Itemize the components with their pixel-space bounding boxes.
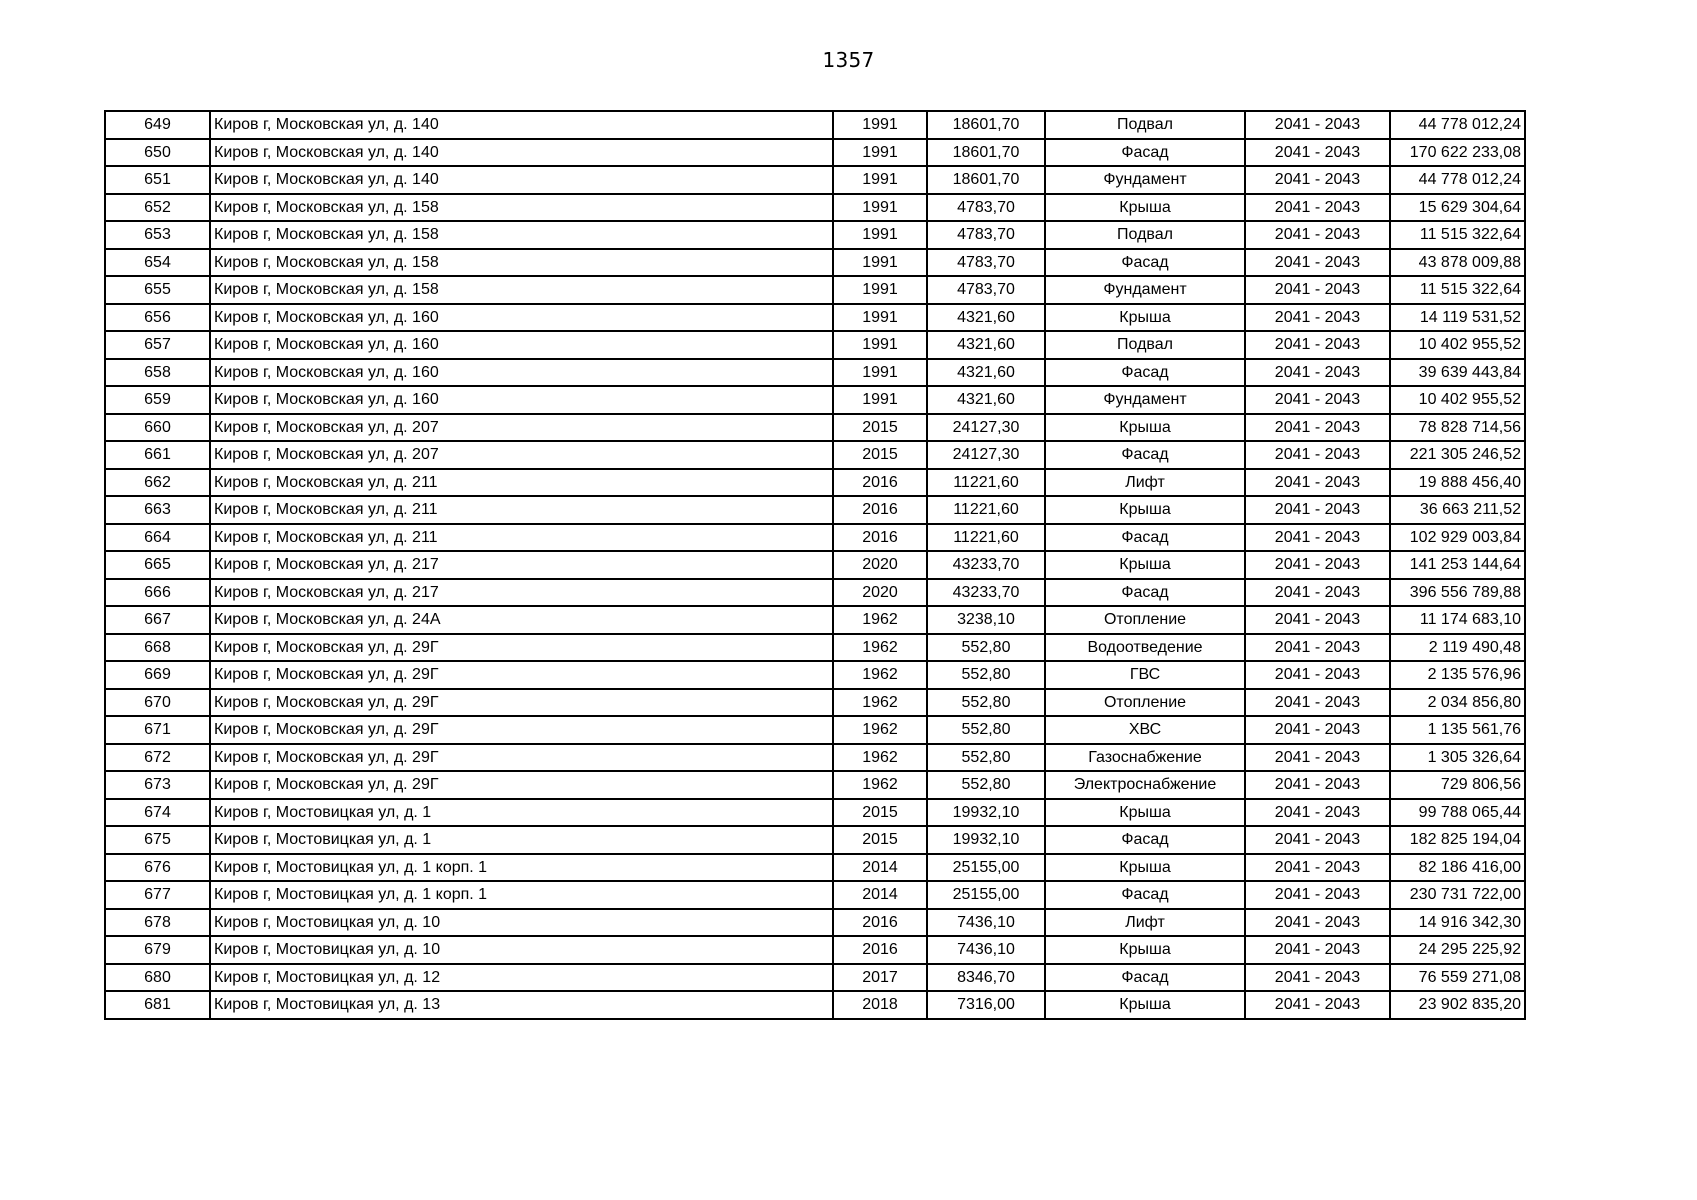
work-type-cell: Отопление	[1045, 606, 1245, 634]
area-cell: 25155,00	[927, 881, 1045, 909]
year-built-cell: 1962	[833, 744, 927, 772]
period-cell: 2041 - 2043	[1245, 221, 1390, 249]
table-row	[105, 496, 1525, 524]
table-row	[105, 359, 1525, 387]
table-row	[105, 551, 1525, 579]
cost-cell: 2 034 856,80	[1390, 689, 1525, 717]
work-type-cell: Фасад	[1045, 249, 1245, 277]
address-cell: Киров г, Московская ул, д. 29Г	[210, 634, 833, 662]
row-number-cell: 654	[105, 249, 210, 277]
cost-cell: 99 788 065,44	[1390, 799, 1525, 827]
period-cell: 2041 - 2043	[1245, 249, 1390, 277]
area-cell: 19932,10	[927, 826, 1045, 854]
row-number-cell: 669	[105, 661, 210, 689]
period-cell: 2041 - 2043	[1245, 331, 1390, 359]
year-built-cell: 2015	[833, 826, 927, 854]
period-cell: 2041 - 2043	[1245, 661, 1390, 689]
year-built-cell: 2015	[833, 441, 927, 469]
table-row	[105, 909, 1525, 937]
work-type-cell: Фасад	[1045, 441, 1245, 469]
work-type-cell: Отопление	[1045, 689, 1245, 717]
period-cell: 2041 - 2043	[1245, 744, 1390, 772]
period-cell: 2041 - 2043	[1245, 111, 1390, 139]
area-cell: 552,80	[927, 771, 1045, 799]
area-cell: 19932,10	[927, 799, 1045, 827]
cost-cell: 14 916 342,30	[1390, 909, 1525, 937]
work-type-cell: Крыша	[1045, 854, 1245, 882]
area-cell: 7436,10	[927, 936, 1045, 964]
work-type-cell: Фасад	[1045, 881, 1245, 909]
area-cell: 552,80	[927, 661, 1045, 689]
year-built-cell: 2015	[833, 414, 927, 442]
row-number-cell: 660	[105, 414, 210, 442]
area-cell: 4783,70	[927, 249, 1045, 277]
period-cell: 2041 - 2043	[1245, 579, 1390, 607]
work-type-cell: Крыша	[1045, 194, 1245, 222]
row-number-cell: 672	[105, 744, 210, 772]
cost-cell: 44 778 012,24	[1390, 111, 1525, 139]
address-cell: Киров г, Мостовицкая ул, д. 10	[210, 936, 833, 964]
row-number-cell: 661	[105, 441, 210, 469]
cost-cell: 11 515 322,64	[1390, 276, 1525, 304]
row-number-cell: 652	[105, 194, 210, 222]
year-built-cell: 2016	[833, 936, 927, 964]
cost-cell: 15 629 304,64	[1390, 194, 1525, 222]
area-cell: 24127,30	[927, 441, 1045, 469]
cost-cell: 141 253 144,64	[1390, 551, 1525, 579]
work-type-cell: Подвал	[1045, 111, 1245, 139]
work-type-cell: Фундамент	[1045, 276, 1245, 304]
table-row	[105, 991, 1525, 1019]
area-cell: 4321,60	[927, 331, 1045, 359]
year-built-cell: 2014	[833, 881, 927, 909]
cost-cell: 78 828 714,56	[1390, 414, 1525, 442]
row-number-cell: 662	[105, 469, 210, 497]
row-number-cell: 671	[105, 716, 210, 744]
table-row	[105, 634, 1525, 662]
year-built-cell: 1991	[833, 249, 927, 277]
row-number-cell: 657	[105, 331, 210, 359]
year-built-cell: 2016	[833, 524, 927, 552]
row-number-cell: 655	[105, 276, 210, 304]
cost-cell: 170 622 233,08	[1390, 139, 1525, 167]
cost-cell: 39 639 443,84	[1390, 359, 1525, 387]
work-type-cell: Крыша	[1045, 799, 1245, 827]
address-cell: Киров г, Московская ул, д. 158	[210, 221, 833, 249]
area-cell: 4321,60	[927, 386, 1045, 414]
table-row	[105, 799, 1525, 827]
period-cell: 2041 - 2043	[1245, 304, 1390, 332]
cost-cell: 44 778 012,24	[1390, 166, 1525, 194]
row-number-cell: 653	[105, 221, 210, 249]
table-row	[105, 194, 1525, 222]
table-row	[105, 579, 1525, 607]
period-cell: 2041 - 2043	[1245, 551, 1390, 579]
work-type-cell: Фасад	[1045, 579, 1245, 607]
work-type-cell: Крыша	[1045, 496, 1245, 524]
work-type-cell: Водоотведение	[1045, 634, 1245, 662]
table-row	[105, 936, 1525, 964]
cost-cell: 14 119 531,52	[1390, 304, 1525, 332]
year-built-cell: 2014	[833, 854, 927, 882]
area-cell: 552,80	[927, 634, 1045, 662]
year-built-cell: 1962	[833, 661, 927, 689]
page-number: 1357	[822, 48, 875, 72]
row-number-cell: 667	[105, 606, 210, 634]
period-cell: 2041 - 2043	[1245, 716, 1390, 744]
period-cell: 2041 - 2043	[1245, 826, 1390, 854]
area-cell: 11221,60	[927, 469, 1045, 497]
address-cell: Киров г, Московская ул, д. 207	[210, 414, 833, 442]
address-cell: Киров г, Московская ул, д. 211	[210, 496, 833, 524]
address-cell: Киров г, Московская ул, д. 211	[210, 469, 833, 497]
row-number-cell: 659	[105, 386, 210, 414]
cost-cell: 230 731 722,00	[1390, 881, 1525, 909]
work-type-cell: Крыша	[1045, 414, 1245, 442]
period-cell: 2041 - 2043	[1245, 606, 1390, 634]
area-cell: 7316,00	[927, 991, 1045, 1019]
area-cell: 4321,60	[927, 304, 1045, 332]
address-cell: Киров г, Московская ул, д. 140	[210, 166, 833, 194]
year-built-cell: 2020	[833, 579, 927, 607]
period-cell: 2041 - 2043	[1245, 854, 1390, 882]
row-number-cell: 663	[105, 496, 210, 524]
area-cell: 24127,30	[927, 414, 1045, 442]
row-number-cell: 670	[105, 689, 210, 717]
year-built-cell: 2016	[833, 469, 927, 497]
cost-cell: 76 559 271,08	[1390, 964, 1525, 992]
year-built-cell: 1991	[833, 304, 927, 332]
address-cell: Киров г, Московская ул, д. 29Г	[210, 771, 833, 799]
period-cell: 2041 - 2043	[1245, 441, 1390, 469]
cost-cell: 396 556 789,88	[1390, 579, 1525, 607]
work-type-cell: Электроснабжение	[1045, 771, 1245, 799]
work-type-cell: Фасад	[1045, 964, 1245, 992]
work-type-cell: ГВС	[1045, 661, 1245, 689]
row-number-cell: 668	[105, 634, 210, 662]
address-cell: Киров г, Московская ул, д. 140	[210, 139, 833, 167]
row-number-cell: 680	[105, 964, 210, 992]
cost-cell: 1 305 326,64	[1390, 744, 1525, 772]
address-cell: Киров г, Московская ул, д. 160	[210, 386, 833, 414]
year-built-cell: 1962	[833, 689, 927, 717]
area-cell: 18601,70	[927, 111, 1045, 139]
period-cell: 2041 - 2043	[1245, 194, 1390, 222]
row-number-cell: 677	[105, 881, 210, 909]
table-row	[105, 111, 1525, 139]
row-number-cell: 666	[105, 579, 210, 607]
period-cell: 2041 - 2043	[1245, 689, 1390, 717]
table-row	[105, 661, 1525, 689]
address-cell: Киров г, Московская ул, д. 160	[210, 359, 833, 387]
address-cell: Киров г, Московская ул, д. 140	[210, 111, 833, 139]
cost-cell: 43 878 009,88	[1390, 249, 1525, 277]
table-row	[105, 221, 1525, 249]
address-cell: Киров г, Московская ул, д. 29Г	[210, 689, 833, 717]
work-type-cell: Фундамент	[1045, 166, 1245, 194]
registry-table	[104, 110, 1526, 1020]
year-built-cell: 1991	[833, 166, 927, 194]
cost-cell: 19 888 456,40	[1390, 469, 1525, 497]
table-row	[105, 716, 1525, 744]
cost-cell: 1 135 561,76	[1390, 716, 1525, 744]
year-built-cell: 1962	[833, 716, 927, 744]
table-row	[105, 771, 1525, 799]
address-cell: Киров г, Мостовицкая ул, д. 10	[210, 909, 833, 937]
row-number-cell: 650	[105, 139, 210, 167]
work-type-cell: Крыша	[1045, 304, 1245, 332]
work-type-cell: Фасад	[1045, 139, 1245, 167]
period-cell: 2041 - 2043	[1245, 276, 1390, 304]
work-type-cell: Крыша	[1045, 991, 1245, 1019]
year-built-cell: 2018	[833, 991, 927, 1019]
address-cell: Киров г, Московская ул, д. 160	[210, 331, 833, 359]
cost-cell: 24 295 225,92	[1390, 936, 1525, 964]
work-type-cell: Фундамент	[1045, 386, 1245, 414]
table-body	[105, 111, 1525, 1019]
row-number-cell: 675	[105, 826, 210, 854]
table-row	[105, 469, 1525, 497]
period-cell: 2041 - 2043	[1245, 634, 1390, 662]
table-row	[105, 276, 1525, 304]
address-cell: Киров г, Московская ул, д. 29Г	[210, 716, 833, 744]
year-built-cell: 1991	[833, 386, 927, 414]
row-number-cell: 681	[105, 991, 210, 1019]
table-row	[105, 881, 1525, 909]
period-cell: 2041 - 2043	[1245, 386, 1390, 414]
work-type-cell: Подвал	[1045, 331, 1245, 359]
year-built-cell: 1991	[833, 331, 927, 359]
year-built-cell: 2020	[833, 551, 927, 579]
cost-cell: 2 135 576,96	[1390, 661, 1525, 689]
cost-cell: 82 186 416,00	[1390, 854, 1525, 882]
address-cell: Киров г, Московская ул, д. 158	[210, 249, 833, 277]
address-cell: Киров г, Московская ул, д. 211	[210, 524, 833, 552]
year-built-cell: 1991	[833, 221, 927, 249]
work-type-cell: Фасад	[1045, 524, 1245, 552]
work-type-cell: Крыша	[1045, 551, 1245, 579]
period-cell: 2041 - 2043	[1245, 414, 1390, 442]
area-cell: 4321,60	[927, 359, 1045, 387]
table-row	[105, 606, 1525, 634]
area-cell: 11221,60	[927, 496, 1045, 524]
period-cell: 2041 - 2043	[1245, 496, 1390, 524]
year-built-cell: 1991	[833, 276, 927, 304]
table-row	[105, 414, 1525, 442]
work-type-cell: Крыша	[1045, 936, 1245, 964]
cost-cell: 23 902 835,20	[1390, 991, 1525, 1019]
year-built-cell: 2017	[833, 964, 927, 992]
address-cell: Киров г, Мостовицкая ул, д. 12	[210, 964, 833, 992]
address-cell: Киров г, Московская ул, д. 160	[210, 304, 833, 332]
year-built-cell: 1991	[833, 194, 927, 222]
cost-cell: 11 174 683,10	[1390, 606, 1525, 634]
address-cell: Киров г, Мостовицкая ул, д. 1 корп. 1	[210, 881, 833, 909]
cost-cell: 11 515 322,64	[1390, 221, 1525, 249]
address-cell: Киров г, Московская ул, д. 29Г	[210, 744, 833, 772]
table-row	[105, 139, 1525, 167]
year-built-cell: 1962	[833, 634, 927, 662]
year-built-cell: 2016	[833, 496, 927, 524]
row-number-cell: 664	[105, 524, 210, 552]
row-number-cell: 676	[105, 854, 210, 882]
area-cell: 43233,70	[927, 551, 1045, 579]
year-built-cell: 2015	[833, 799, 927, 827]
address-cell: Киров г, Московская ул, д. 207	[210, 441, 833, 469]
cost-cell: 729 806,56	[1390, 771, 1525, 799]
table-row	[105, 331, 1525, 359]
cost-cell: 10 402 955,52	[1390, 386, 1525, 414]
cost-cell: 36 663 211,52	[1390, 496, 1525, 524]
address-cell: Киров г, Московская ул, д. 217	[210, 551, 833, 579]
year-built-cell: 1962	[833, 606, 927, 634]
work-type-cell: Газоснабжение	[1045, 744, 1245, 772]
period-cell: 2041 - 2043	[1245, 469, 1390, 497]
cost-cell: 182 825 194,04	[1390, 826, 1525, 854]
row-number-cell: 679	[105, 936, 210, 964]
row-number-cell: 665	[105, 551, 210, 579]
address-cell: Киров г, Московская ул, д. 24А	[210, 606, 833, 634]
address-cell: Киров г, Московская ул, д. 217	[210, 579, 833, 607]
area-cell: 11221,60	[927, 524, 1045, 552]
area-cell: 8346,70	[927, 964, 1045, 992]
table-row	[105, 524, 1525, 552]
period-cell: 2041 - 2043	[1245, 936, 1390, 964]
row-number-cell: 673	[105, 771, 210, 799]
period-cell: 2041 - 2043	[1245, 991, 1390, 1019]
table-row	[105, 826, 1525, 854]
address-cell: Киров г, Мостовицкая ул, д. 13	[210, 991, 833, 1019]
work-type-cell: Лифт	[1045, 469, 1245, 497]
area-cell: 25155,00	[927, 854, 1045, 882]
year-built-cell: 1962	[833, 771, 927, 799]
area-cell: 7436,10	[927, 909, 1045, 937]
row-number-cell: 658	[105, 359, 210, 387]
cost-cell: 102 929 003,84	[1390, 524, 1525, 552]
work-type-cell: Подвал	[1045, 221, 1245, 249]
cost-cell: 2 119 490,48	[1390, 634, 1525, 662]
table-row	[105, 386, 1525, 414]
table-row	[105, 304, 1525, 332]
address-cell: Киров г, Московская ул, д. 158	[210, 276, 833, 304]
area-cell: 552,80	[927, 689, 1045, 717]
period-cell: 2041 - 2043	[1245, 139, 1390, 167]
period-cell: 2041 - 2043	[1245, 964, 1390, 992]
address-cell: Киров г, Мостовицкая ул, д. 1 корп. 1	[210, 854, 833, 882]
table-row	[105, 744, 1525, 772]
table-row	[105, 964, 1525, 992]
table-row	[105, 166, 1525, 194]
row-number-cell: 651	[105, 166, 210, 194]
year-built-cell: 1991	[833, 139, 927, 167]
period-cell: 2041 - 2043	[1245, 524, 1390, 552]
work-type-cell: ХВС	[1045, 716, 1245, 744]
work-type-cell: Лифт	[1045, 909, 1245, 937]
period-cell: 2041 - 2043	[1245, 359, 1390, 387]
area-cell: 552,80	[927, 744, 1045, 772]
row-number-cell: 674	[105, 799, 210, 827]
year-built-cell: 2016	[833, 909, 927, 937]
period-cell: 2041 - 2043	[1245, 166, 1390, 194]
row-number-cell: 678	[105, 909, 210, 937]
address-cell: Киров г, Мостовицкая ул, д. 1	[210, 826, 833, 854]
address-cell: Киров г, Мостовицкая ул, д. 1	[210, 799, 833, 827]
area-cell: 4783,70	[927, 221, 1045, 249]
period-cell: 2041 - 2043	[1245, 799, 1390, 827]
year-built-cell: 1991	[833, 359, 927, 387]
table-row	[105, 249, 1525, 277]
cost-cell: 10 402 955,52	[1390, 331, 1525, 359]
area-cell: 18601,70	[927, 166, 1045, 194]
work-type-cell: Фасад	[1045, 359, 1245, 387]
cost-cell: 221 305 246,52	[1390, 441, 1525, 469]
address-cell: Киров г, Московская ул, д. 158	[210, 194, 833, 222]
table-row	[105, 854, 1525, 882]
period-cell: 2041 - 2043	[1245, 909, 1390, 937]
area-cell: 43233,70	[927, 579, 1045, 607]
area-cell: 4783,70	[927, 276, 1045, 304]
area-cell: 3238,10	[927, 606, 1045, 634]
period-cell: 2041 - 2043	[1245, 771, 1390, 799]
area-cell: 18601,70	[927, 139, 1045, 167]
address-cell: Киров г, Московская ул, д. 29Г	[210, 661, 833, 689]
area-cell: 4783,70	[927, 194, 1045, 222]
row-number-cell: 656	[105, 304, 210, 332]
row-number-cell: 649	[105, 111, 210, 139]
work-type-cell: Фасад	[1045, 826, 1245, 854]
period-cell: 2041 - 2043	[1245, 881, 1390, 909]
year-built-cell: 1991	[833, 111, 927, 139]
area-cell: 552,80	[927, 716, 1045, 744]
table-row	[105, 689, 1525, 717]
table-row	[105, 441, 1525, 469]
